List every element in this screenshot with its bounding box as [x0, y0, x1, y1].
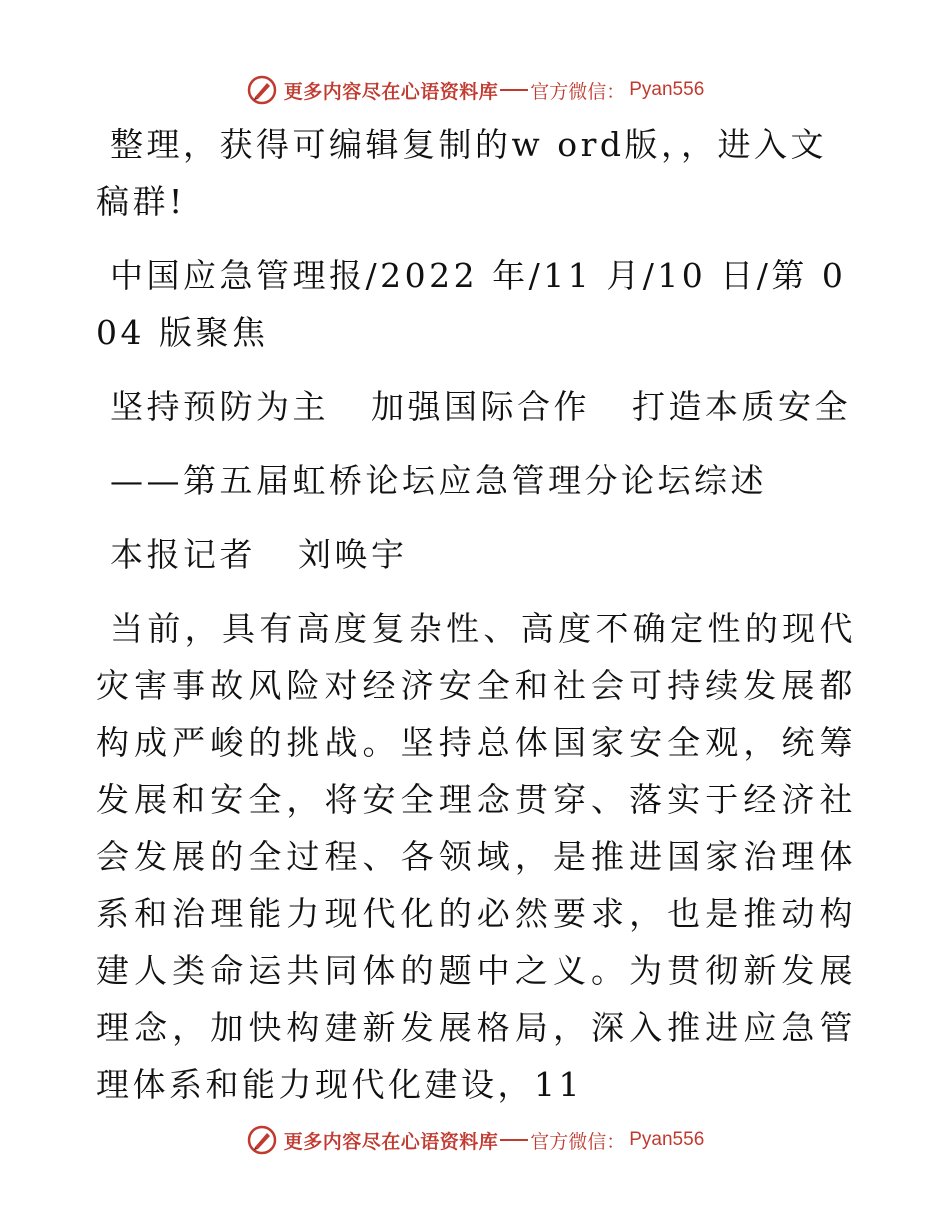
banner-wechat-label: 官方微信：	[530, 80, 626, 103]
pen-logo-icon	[246, 74, 278, 106]
body-paragraph: 当前，具有高度复杂性、高度不确定性的现代灾害事故风险对经济安全和社会可持续发展都构成严峻的挑战。坚持总体国家安全观，统筹发展和安全，将安全理念贯穿、落实于经济社会发展的全过程、各领域，是推进国家治理体系和治理能力现代化的必然要求，也是推动构建人类命运共同体的题中之义。为贯彻新发展理念，加快构建新发展格局，深入推进应急管理体系和能力现代化建设，11	[96, 609, 856, 1104]
header-banner	[0, 70, 950, 110]
source-line: 中国应急管理报/2022 年/11 月/10 日/第 004 版聚焦	[96, 256, 847, 352]
banner-divider	[500, 89, 528, 91]
banner-divider	[500, 1139, 528, 1141]
banner-wechat-id: Pyan556	[629, 1129, 705, 1150]
banner-slogan: 更多内容尽在心语资料库	[283, 80, 499, 103]
banner-slogan: 更多内容尽在心语资料库	[283, 1130, 499, 1153]
banner-wechat-id: Pyan556	[629, 79, 705, 100]
article-subtitle: ——第五届虹桥论坛应急管理分论坛综述	[110, 461, 767, 500]
byline: 本报记者 刘唤宇	[110, 535, 408, 574]
pen-logo-icon	[246, 1124, 278, 1156]
banner-wechat-label: 官方微信：	[530, 1130, 626, 1153]
document-body	[96, 116, 856, 1130]
footer-banner	[0, 1120, 950, 1160]
intro-paragraph: 整理，获得可编辑复制的w ord版，，进入文稿群!	[96, 125, 828, 221]
article-title: 坚持预防为主 加强国际合作 打造本质安全	[110, 387, 851, 426]
